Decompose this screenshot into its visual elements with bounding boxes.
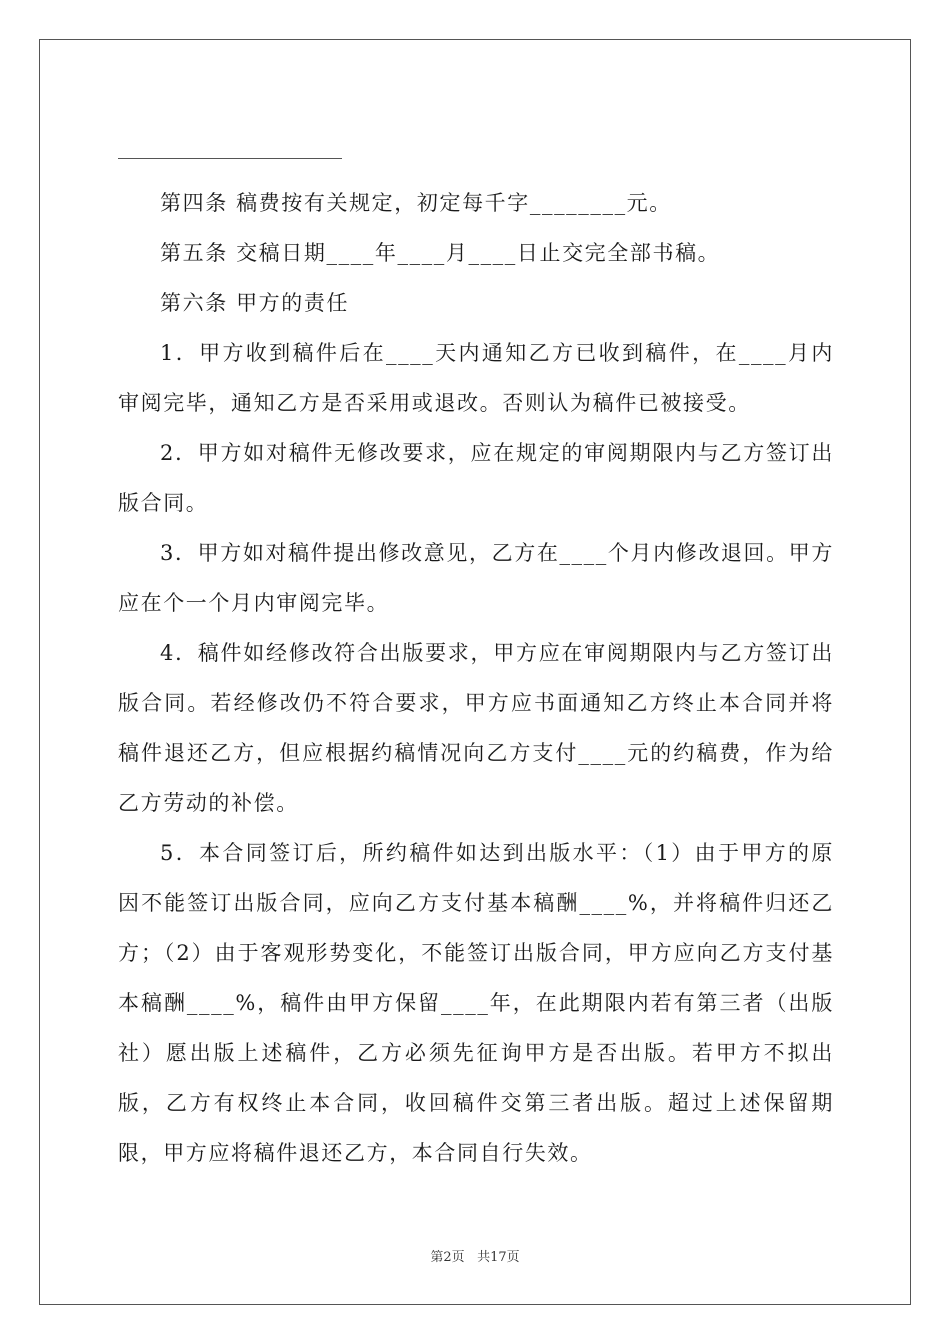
clause-1-review: 1．甲方收到稿件后在____天内通知乙方已收到稿件，在____月内审阅完毕，通知乙方是否采用或退改。否则认为稿件已被接受。: [118, 341, 834, 415]
page-footer: [0, 1246, 950, 1265]
article-4-fee: 第四条 稿费按有关规定，初定每千字________元。: [160, 191, 672, 215]
document-body: [118, 178, 834, 1178]
clause-2-sign: 2．甲方如对稿件无修改要求，应在规定的审阅期限内与乙方签订出版合同。: [118, 441, 834, 515]
clause-3-revise: 3．甲方如对稿件提出修改意见，乙方在____个月内修改退回。甲方应在个一个月内审阅完毕。: [118, 541, 834, 615]
page-total: 共17页: [477, 1250, 520, 1265]
clause-4-compensation: 4．稿件如经修改符合出版要求，甲方应在审阅期限内与乙方签订出版合同。若经修改仍不符合要求，甲方应书面通知乙方终止本合同并将稿件退还乙方，但应根据约稿情况向乙方支付____元的约稿费，作为给乙方劳动的补偿。: [118, 641, 834, 815]
article-6-heading: 第六条 甲方的责任: [160, 291, 350, 315]
clause-5-royalty: 5．本合同签订后，所约稿件如达到出版水平：（1）由于甲方的原因不能签订出版合同，应向乙方支付基本稿酬____%，并将稿件归还乙方；（2）由于客观形势变化，不能签订出版合同，甲方应向乙方支付基本稿酬____%，稿件由甲方保留____年，在此期限内若有第三者（出版社）愿出版上述稿件，乙方必须先征询甲方是否出版。若甲方不拟出版，乙方有权终止本合同，收回稿件交第三者出版。超过上述保留期限，甲方应将稿件退还乙方，本合同自行失效。: [118, 841, 834, 1165]
page-number: 第2页: [430, 1250, 465, 1265]
article-5-deadline: 第五条 交稿日期____年____月____日止交完全部书稿。: [160, 241, 721, 265]
header-rule: [118, 158, 342, 159]
